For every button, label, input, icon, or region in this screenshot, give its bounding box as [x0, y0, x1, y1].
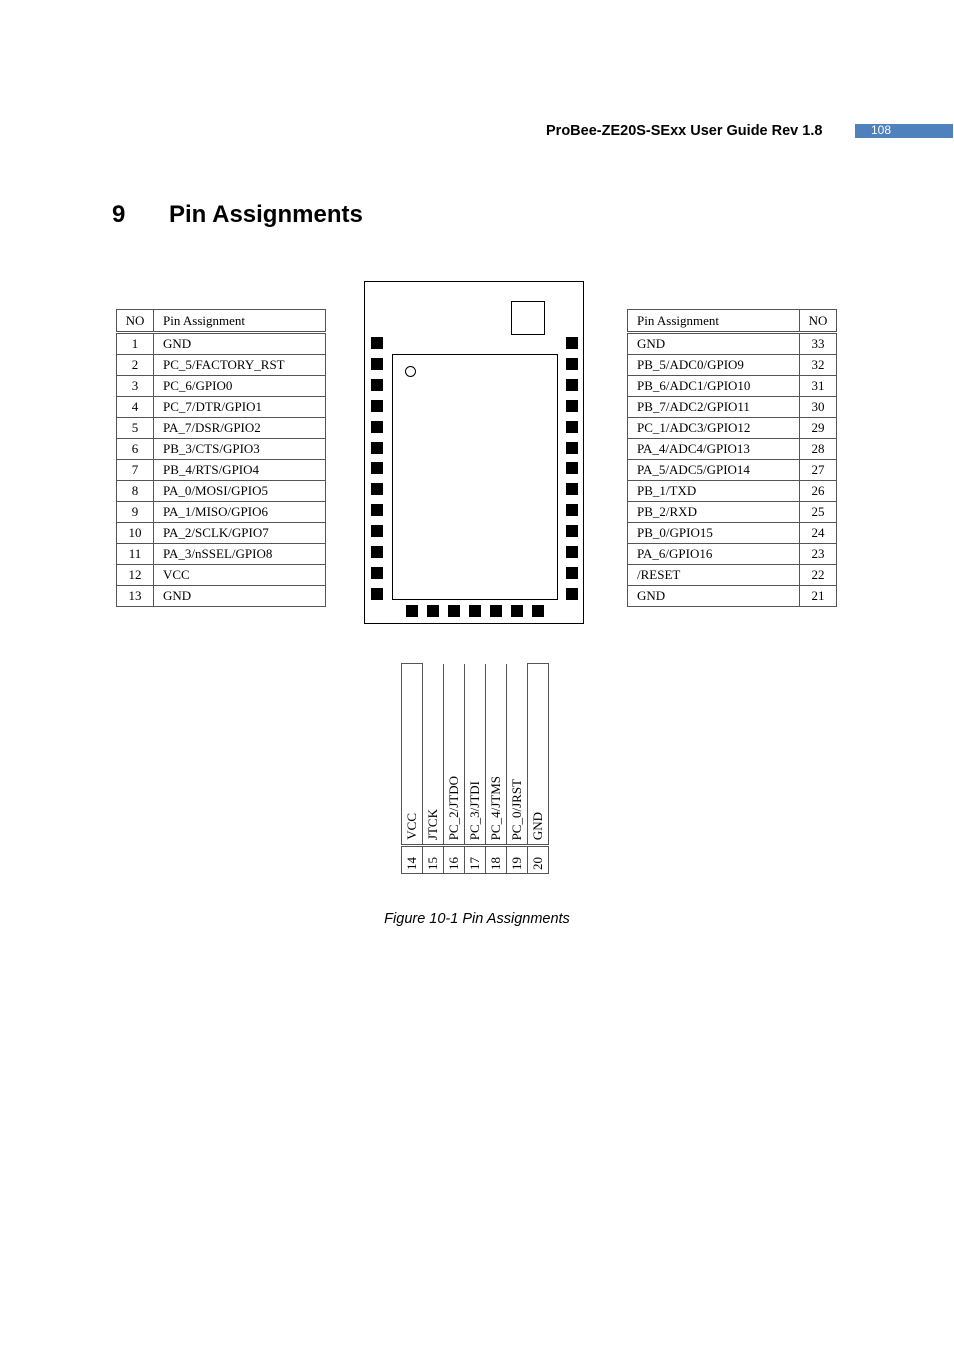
- pin-number: 1: [117, 333, 154, 355]
- pin-assignment: /RESET: [628, 565, 800, 586]
- solder-pad: [371, 421, 383, 433]
- solder-pad: [566, 379, 578, 391]
- pin-number: 4: [117, 397, 154, 418]
- pin-assignment: PA_6/GPIO16: [628, 544, 800, 565]
- bottom-pin-numbers-row: [402, 846, 549, 874]
- pin-number: 2: [117, 355, 154, 376]
- table-row: [628, 502, 837, 523]
- pin-number: 17: [467, 857, 482, 870]
- pin-number: 26: [800, 481, 837, 502]
- pin-assignment: GND: [154, 333, 326, 355]
- pin-number: 31: [800, 376, 837, 397]
- solder-pad: [371, 442, 383, 454]
- bottom-pin-cell: [465, 846, 486, 874]
- pin-number: 22: [800, 565, 837, 586]
- table-header-row: [117, 310, 326, 333]
- bottom-pin-cell: [507, 846, 528, 874]
- table-row: [117, 481, 326, 502]
- bottom-pin-cell: [486, 846, 507, 874]
- table-row: [628, 418, 837, 439]
- solder-pad: [566, 400, 578, 412]
- pin-assignment: PC_3/JTDI: [467, 780, 482, 840]
- pin-number: 3: [117, 376, 154, 397]
- solder-pad: [448, 605, 460, 617]
- pin-number: 32: [800, 355, 837, 376]
- pin-assignment: PC_2/JTDO: [446, 775, 461, 840]
- pin-assignment: GND: [628, 586, 800, 607]
- bottom-pin-names-row: [402, 664, 549, 846]
- pin-number: 11: [117, 544, 154, 565]
- pin-assignment: PC_5/FACTORY_RST: [154, 355, 326, 376]
- table-row: [628, 333, 837, 355]
- solder-pad: [371, 358, 383, 370]
- solder-pad: [371, 462, 383, 474]
- table-row: [117, 439, 326, 460]
- table-row: [628, 460, 837, 481]
- pin-assignment: PB_0/GPIO15: [628, 523, 800, 544]
- table-row: [628, 355, 837, 376]
- solder-pad: [371, 504, 383, 516]
- table-row: [117, 333, 326, 355]
- pin-number: 18: [488, 857, 503, 870]
- solder-pad: [371, 337, 383, 349]
- solder-pad: [566, 337, 578, 349]
- pin1-indicator-circle: [405, 366, 416, 377]
- table-row: [117, 502, 326, 523]
- table-row: [628, 376, 837, 397]
- pin-number: 28: [800, 439, 837, 460]
- pin-assignment: PB_7/ADC2/GPIO11: [628, 397, 800, 418]
- pin-assignment: PA_4/ADC4/GPIO13: [628, 439, 800, 460]
- pin-assignment: GND: [530, 811, 545, 840]
- pin-assignment: PC_4/JTMS: [488, 775, 503, 840]
- pin-number: 30: [800, 397, 837, 418]
- bottom-pin-cell: [423, 664, 444, 846]
- pin-number: 7: [117, 460, 154, 481]
- antenna-marker: [511, 301, 545, 335]
- pin-number: 6: [117, 439, 154, 460]
- solder-pad: [532, 605, 544, 617]
- pin-assignment: PA_1/MISO/GPIO6: [154, 502, 326, 523]
- table-row: [117, 586, 326, 607]
- table-row: [628, 481, 837, 502]
- table-row: [117, 418, 326, 439]
- pin-assignment: PB_1/TXD: [628, 481, 800, 502]
- solder-pad: [406, 605, 418, 617]
- table-row: [628, 523, 837, 544]
- solder-pad: [371, 546, 383, 558]
- pin-number: 25: [800, 502, 837, 523]
- pin-number: 15: [425, 857, 440, 870]
- solder-pad: [511, 605, 523, 617]
- pin-assignment: JTCK: [425, 808, 440, 840]
- pin-assignment: PA_2/SCLK/GPIO7: [154, 523, 326, 544]
- table-row: [117, 544, 326, 565]
- document-header-title: ProBee-ZE20S-SExx User Guide Rev 1.8: [546, 123, 823, 139]
- section-title: Pin Assignments: [169, 201, 363, 228]
- pin-number: 16: [446, 857, 461, 870]
- solder-pad: [371, 588, 383, 600]
- pin-number: 27: [800, 460, 837, 481]
- pin-assignment: PB_6/ADC1/GPIO10: [628, 376, 800, 397]
- solder-pad: [566, 483, 578, 495]
- solder-pad: [371, 379, 383, 391]
- pin-number: 21: [800, 586, 837, 607]
- table-row: [117, 376, 326, 397]
- bottom-pin-cell: [423, 846, 444, 874]
- solder-pad: [371, 400, 383, 412]
- column-header-assignment: Pin Assignment: [154, 310, 326, 333]
- column-header-assignment: Pin Assignment: [628, 310, 800, 333]
- bottom-pin-cell: [444, 846, 465, 874]
- bottom-pin-cell: [528, 664, 549, 846]
- pin-number: 24: [800, 523, 837, 544]
- pin-assignment: PB_3/CTS/GPIO3: [154, 439, 326, 460]
- table-row: [628, 397, 837, 418]
- pin-assignment: GND: [154, 586, 326, 607]
- column-header-no: NO: [117, 310, 154, 333]
- solder-pad: [566, 525, 578, 537]
- left-pin-table: [116, 309, 326, 607]
- solder-pad: [566, 462, 578, 474]
- pin-assignment: PA_0/MOSI/GPIO5: [154, 481, 326, 502]
- pin-number: 9: [117, 502, 154, 523]
- solder-pad: [566, 546, 578, 558]
- bottom-pin-cell: [486, 664, 507, 846]
- right-pin-table: [627, 309, 837, 607]
- solder-pad: [566, 421, 578, 433]
- column-header-no: NO: [800, 310, 837, 333]
- solder-pad: [566, 504, 578, 516]
- pin-number: 8: [117, 481, 154, 502]
- solder-pad: [371, 567, 383, 579]
- table-row: [117, 460, 326, 481]
- pin-assignment: VCC: [404, 813, 419, 840]
- table-row: [117, 355, 326, 376]
- bottom-pin-cell: [528, 846, 549, 874]
- table-row: [628, 586, 837, 607]
- table-row: [117, 397, 326, 418]
- pin-number: 10: [117, 523, 154, 544]
- pin-assignment: PC_7/DTR/GPIO1: [154, 397, 326, 418]
- pin-number: 29: [800, 418, 837, 439]
- table-row: [628, 439, 837, 460]
- pin-assignment: PA_5/ADC5/GPIO14: [628, 460, 800, 481]
- module-shield-outline: [392, 354, 558, 600]
- solder-pad: [566, 588, 578, 600]
- pin-number: 33: [800, 333, 837, 355]
- pin-assignment: PB_2/RXD: [628, 502, 800, 523]
- solder-pad: [490, 605, 502, 617]
- bottom-pin-table: [401, 663, 549, 874]
- pin-number: 14: [404, 857, 419, 870]
- bottom-pin-cell: [402, 846, 423, 874]
- solder-pad: [427, 605, 439, 617]
- solder-pad: [371, 525, 383, 537]
- bottom-pin-cell: [507, 664, 528, 846]
- pin-assignment: GND: [628, 333, 800, 355]
- pin-assignment: PC_6/GPIO0: [154, 376, 326, 397]
- pin-number: 12: [117, 565, 154, 586]
- table-row: [628, 544, 837, 565]
- table-row: [117, 565, 326, 586]
- bottom-pin-cell: [465, 664, 486, 846]
- pin-number: 19: [509, 857, 524, 870]
- pin-number: 13: [117, 586, 154, 607]
- module-outline-diagram: [364, 281, 584, 624]
- pin-assignment: PB_4/RTS/GPIO4: [154, 460, 326, 481]
- solder-pad: [566, 442, 578, 454]
- pin-number: 20: [530, 857, 545, 870]
- solder-pad: [566, 358, 578, 370]
- pin-assignment: PC_0/JRST: [509, 778, 524, 840]
- pin-number: 5: [117, 418, 154, 439]
- pin-assignment: PB_5/ADC0/GPIO9: [628, 355, 800, 376]
- solder-pad: [566, 567, 578, 579]
- pin-number: 23: [800, 544, 837, 565]
- page-number: 108: [855, 124, 953, 138]
- pin-assignment: VCC: [154, 565, 326, 586]
- table-row: [117, 523, 326, 544]
- section-number: 9: [112, 201, 126, 228]
- solder-pad: [469, 605, 481, 617]
- bottom-pin-cell: [402, 664, 423, 846]
- solder-pad: [371, 483, 383, 495]
- table-row: [628, 565, 837, 586]
- bottom-pin-cell: [444, 664, 465, 846]
- pin-assignment: PA_3/nSSEL/GPIO8: [154, 544, 326, 565]
- figure-caption: Figure 10-1 Pin Assignments: [384, 911, 570, 927]
- pin-assignment: PC_1/ADC3/GPIO12: [628, 418, 800, 439]
- pin-assignment: PA_7/DSR/GPIO2: [154, 418, 326, 439]
- table-header-row: [628, 310, 837, 333]
